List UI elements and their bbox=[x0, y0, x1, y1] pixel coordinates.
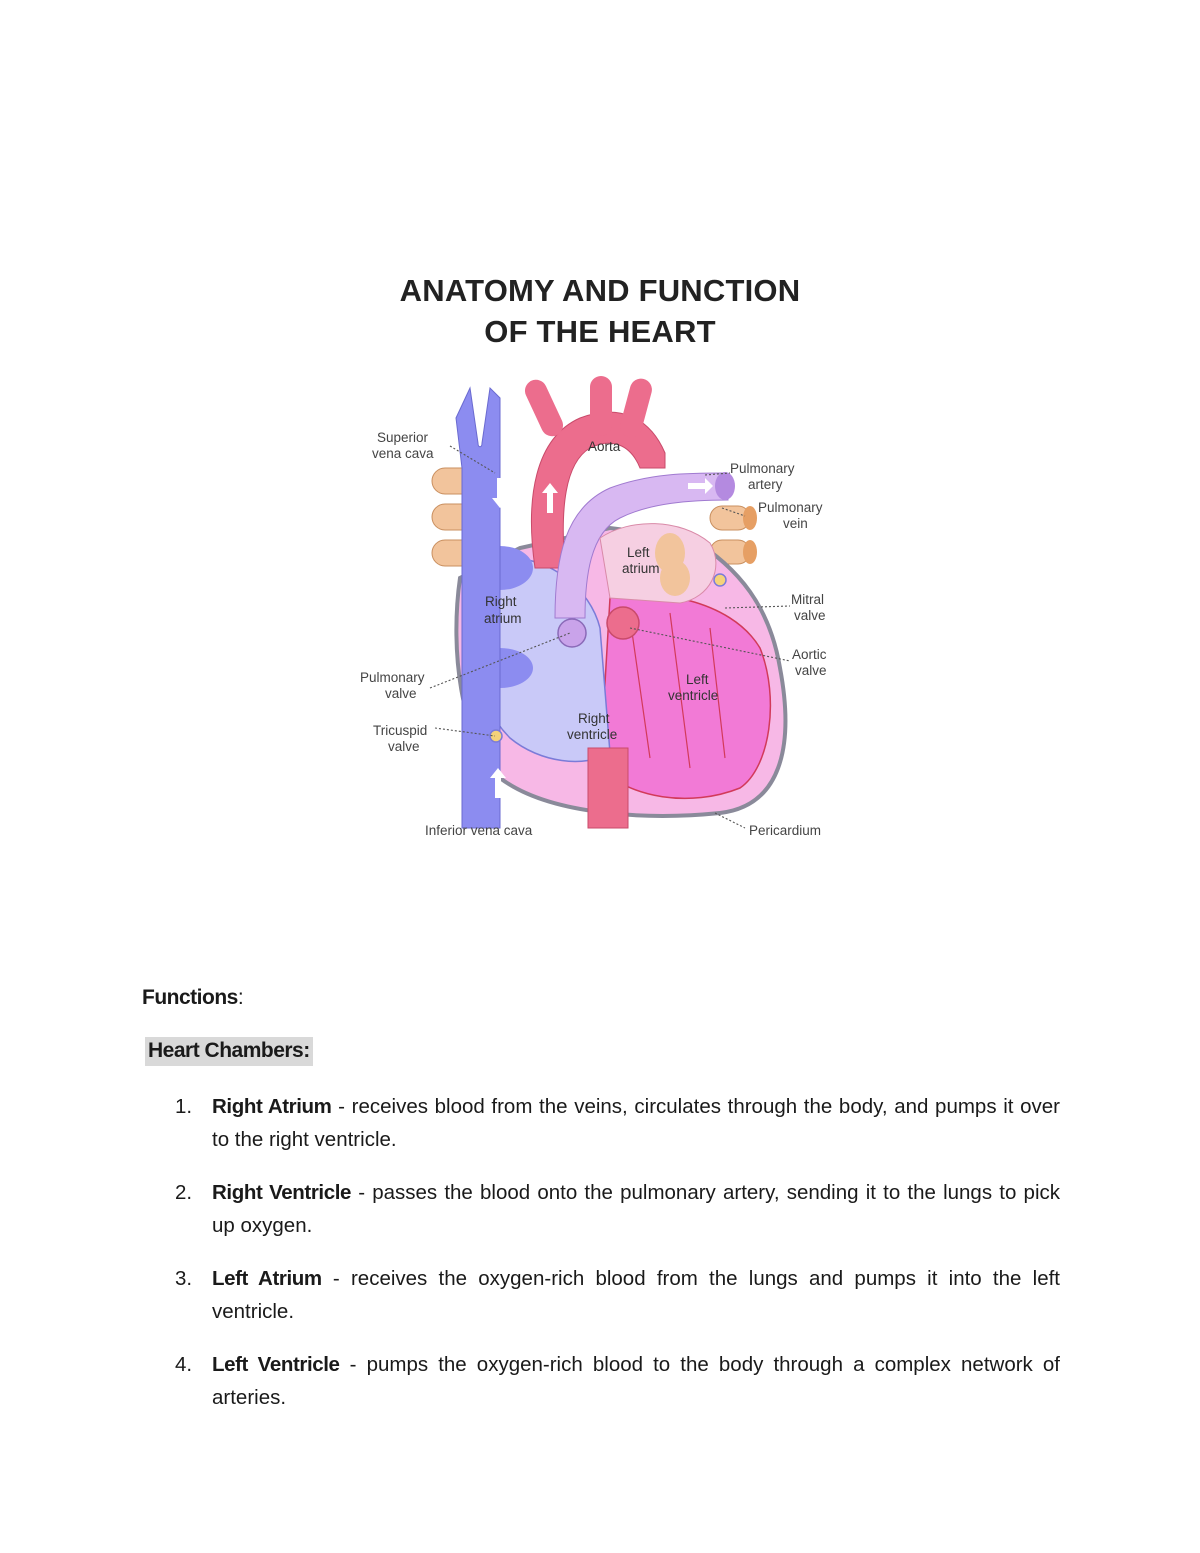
label-superior-vena-cava-2: vena cava bbox=[372, 446, 434, 461]
label-aortic-valve-1: Aortic bbox=[792, 647, 827, 662]
heart-illustration bbox=[350, 268, 850, 858]
list-item-right-ventricle bbox=[175, 1176, 1060, 1242]
list-item-right-atrium bbox=[175, 1090, 1060, 1156]
functions-heading-text: Functions bbox=[142, 986, 238, 1009]
label-pericardium: Pericardium bbox=[749, 823, 822, 838]
label-tricuspid-valve-2: valve bbox=[388, 739, 420, 754]
label-inferior-vena-cava: Inferior vena cava bbox=[425, 823, 533, 838]
list-item-left-ventricle bbox=[175, 1348, 1060, 1414]
functions-heading bbox=[142, 986, 243, 1010]
label-pulmonary-vein-2: vein bbox=[783, 516, 808, 531]
label-right-ventricle-2: ventricle bbox=[567, 727, 618, 742]
list-item-term: Right Atrium bbox=[212, 1095, 332, 1118]
label-aorta: Aorta bbox=[588, 439, 621, 454]
list-item-number: 1. bbox=[175, 1095, 193, 1118]
label-pulmonary-artery-1: Pulmonary bbox=[730, 461, 795, 476]
label-pulmonary-valve-1: Pulmonary bbox=[360, 670, 425, 685]
diagram-title-line1: ANATOMY AND FUNCTION bbox=[399, 273, 801, 308]
label-pulmonary-artery-2: artery bbox=[748, 477, 783, 492]
list-item-number: 3. bbox=[175, 1267, 193, 1290]
label-left-atrium-1: Left bbox=[627, 545, 650, 560]
label-superior-vena-cava-1: Superior bbox=[377, 430, 429, 445]
list-item-number: 4. bbox=[175, 1353, 193, 1376]
list-item-term: Left Ventricle bbox=[212, 1353, 340, 1376]
label-pulmonary-valve-2: valve bbox=[385, 686, 417, 701]
label-mitral-valve-1: Mitral bbox=[791, 592, 824, 607]
heart-chambers-heading: Heart Chambers: bbox=[145, 1037, 313, 1066]
label-pulmonary-vein-1: Pulmonary bbox=[758, 500, 823, 515]
list-item-description: - pumps the oxygen-rich blood to the body through a complex network of arteries. bbox=[212, 1353, 1060, 1409]
list-item-term: Right Ventricle bbox=[212, 1181, 352, 1204]
heart-diagram bbox=[350, 268, 850, 858]
diagram-title-line2: OF THE HEART bbox=[484, 314, 716, 349]
list-item-description: - receives the oxygen-rich blood from the lungs and pumps it into the left ventricle. bbox=[212, 1267, 1061, 1323]
functions-heading-colon: : bbox=[237, 986, 244, 1009]
label-left-ventricle-1: Left bbox=[686, 672, 709, 687]
label-right-atrium-2: atrium bbox=[484, 611, 522, 626]
list-item-left-atrium bbox=[175, 1262, 1061, 1328]
label-aortic-valve-2: valve bbox=[795, 663, 827, 678]
list-item-description: - receives blood from the veins, circulates through the body, and pumps it over to the right ventricle. bbox=[212, 1095, 1060, 1151]
label-left-atrium-2: atrium bbox=[622, 561, 660, 576]
list-item-term: Left Atrium bbox=[212, 1267, 322, 1290]
label-left-ventricle-2: ventricle bbox=[668, 688, 719, 703]
list-item-number: 2. bbox=[175, 1181, 193, 1204]
heart-chambers-list bbox=[175, 1090, 1061, 1434]
label-tricuspid-valve-1: Tricuspid bbox=[373, 723, 428, 738]
list-item-description: - passes the blood onto the pulmonary artery, sending it to the lungs to pick up oxygen. bbox=[212, 1181, 1060, 1237]
label-mitral-valve-2: valve bbox=[794, 608, 826, 623]
label-right-ventricle-1: Right bbox=[578, 711, 610, 726]
label-right-atrium-1: Right bbox=[485, 594, 517, 609]
